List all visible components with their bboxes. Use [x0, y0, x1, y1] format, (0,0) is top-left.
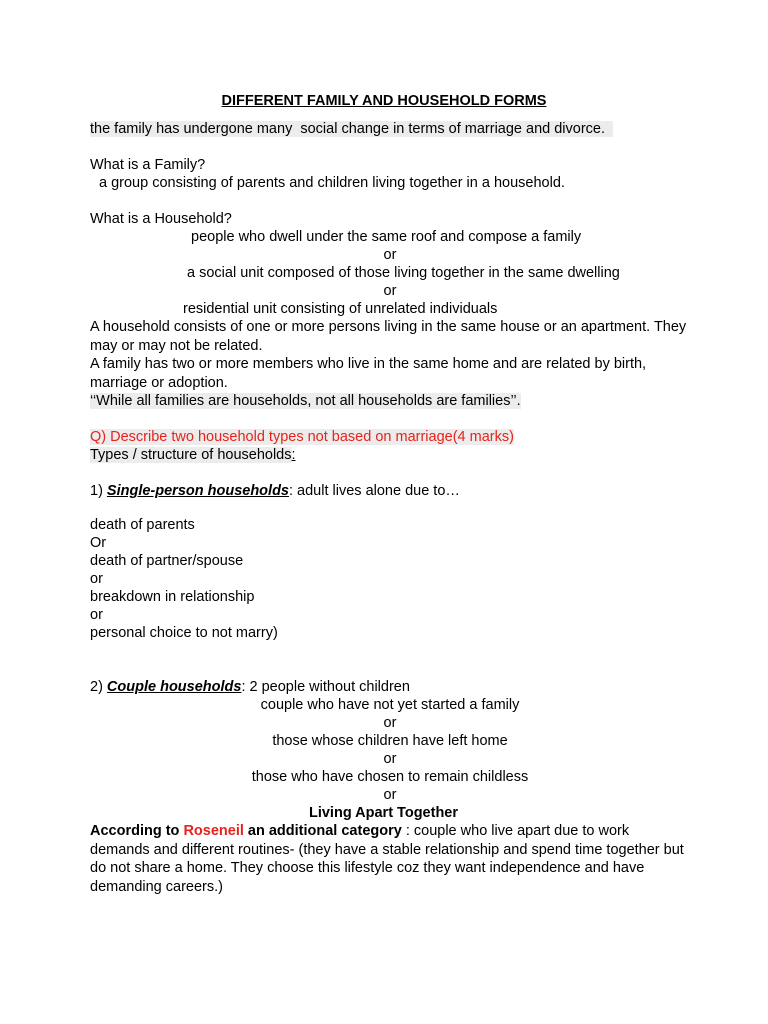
or-text: or: [383, 247, 397, 263]
roseneil-name: Roseneil: [183, 823, 244, 839]
types-colon: :: [291, 447, 296, 463]
or-text: or: [383, 787, 397, 803]
family-question: What is a Family?: [90, 157, 206, 173]
document-page: [90, 92, 690, 896]
couple-term: Couple households: [106, 679, 242, 695]
household-paragraph: A household consists of one or more persons living in the same house or an apartment. They may or may not be related.: [90, 319, 687, 354]
intro-text: the family has undergone many social change in terms of marriage and divorce.: [90, 121, 606, 137]
lat-heading: Living Apart Together: [308, 805, 459, 821]
reason-item: or: [90, 571, 103, 587]
or-text: or: [383, 283, 397, 299]
household-def-3: residential unit consisting of unrelated individuals: [183, 301, 498, 317]
reason-item: Or: [90, 535, 107, 551]
reason-item: death of partner/spouse: [90, 553, 244, 569]
family-paragraph: A family has two or more members who live in the same home and are related by birth, marriage or adoption.: [90, 356, 647, 391]
couple-reason: those whose children have left home: [272, 733, 508, 749]
exam-question: Q) Describe two household types not based on marriage(4 marks): [90, 429, 514, 445]
couple-reason: couple who have not yet started a family: [260, 697, 520, 713]
roseneil-paragraph: According to Roseneil an additional category : couple who live apart due to work demands and different routines- (they have a stable relationship and spend time together but do not share a home. They choose this lifestyle coz they want independence and have demanding careers.): [90, 823, 684, 895]
quote-text: ‘‘While all families are households, not all households are families’’.: [90, 393, 521, 409]
household-def-1: people who dwell under the same roof and compose a family: [191, 229, 582, 245]
family-definition: a group consisting of parents and children living together in a household.: [99, 175, 565, 191]
types-heading: Types / structure of households: [90, 447, 292, 463]
or-text: or: [383, 751, 397, 767]
household-question: What is a Household?: [90, 211, 232, 227]
reason-item: personal choice to not marry): [90, 625, 278, 641]
reason-item: death of parents: [90, 517, 195, 533]
couple-heading: 2) Couple households: 2 people without children: [90, 679, 410, 695]
or-text: or: [383, 715, 397, 731]
household-def-2: a social unit composed of those living together in the same dwelling: [187, 265, 620, 281]
couple-reason: those who have chosen to remain childless: [251, 769, 529, 785]
document-title: DIFFERENT FAMILY AND HOUSEHOLD FORMS: [221, 93, 547, 109]
single-person-term: Single-person households: [106, 483, 289, 499]
reason-item: or: [90, 607, 103, 623]
single-person-heading: 1) Single-person households: adult lives alone due to…: [90, 483, 460, 499]
reason-item: breakdown in relationship: [90, 589, 255, 605]
